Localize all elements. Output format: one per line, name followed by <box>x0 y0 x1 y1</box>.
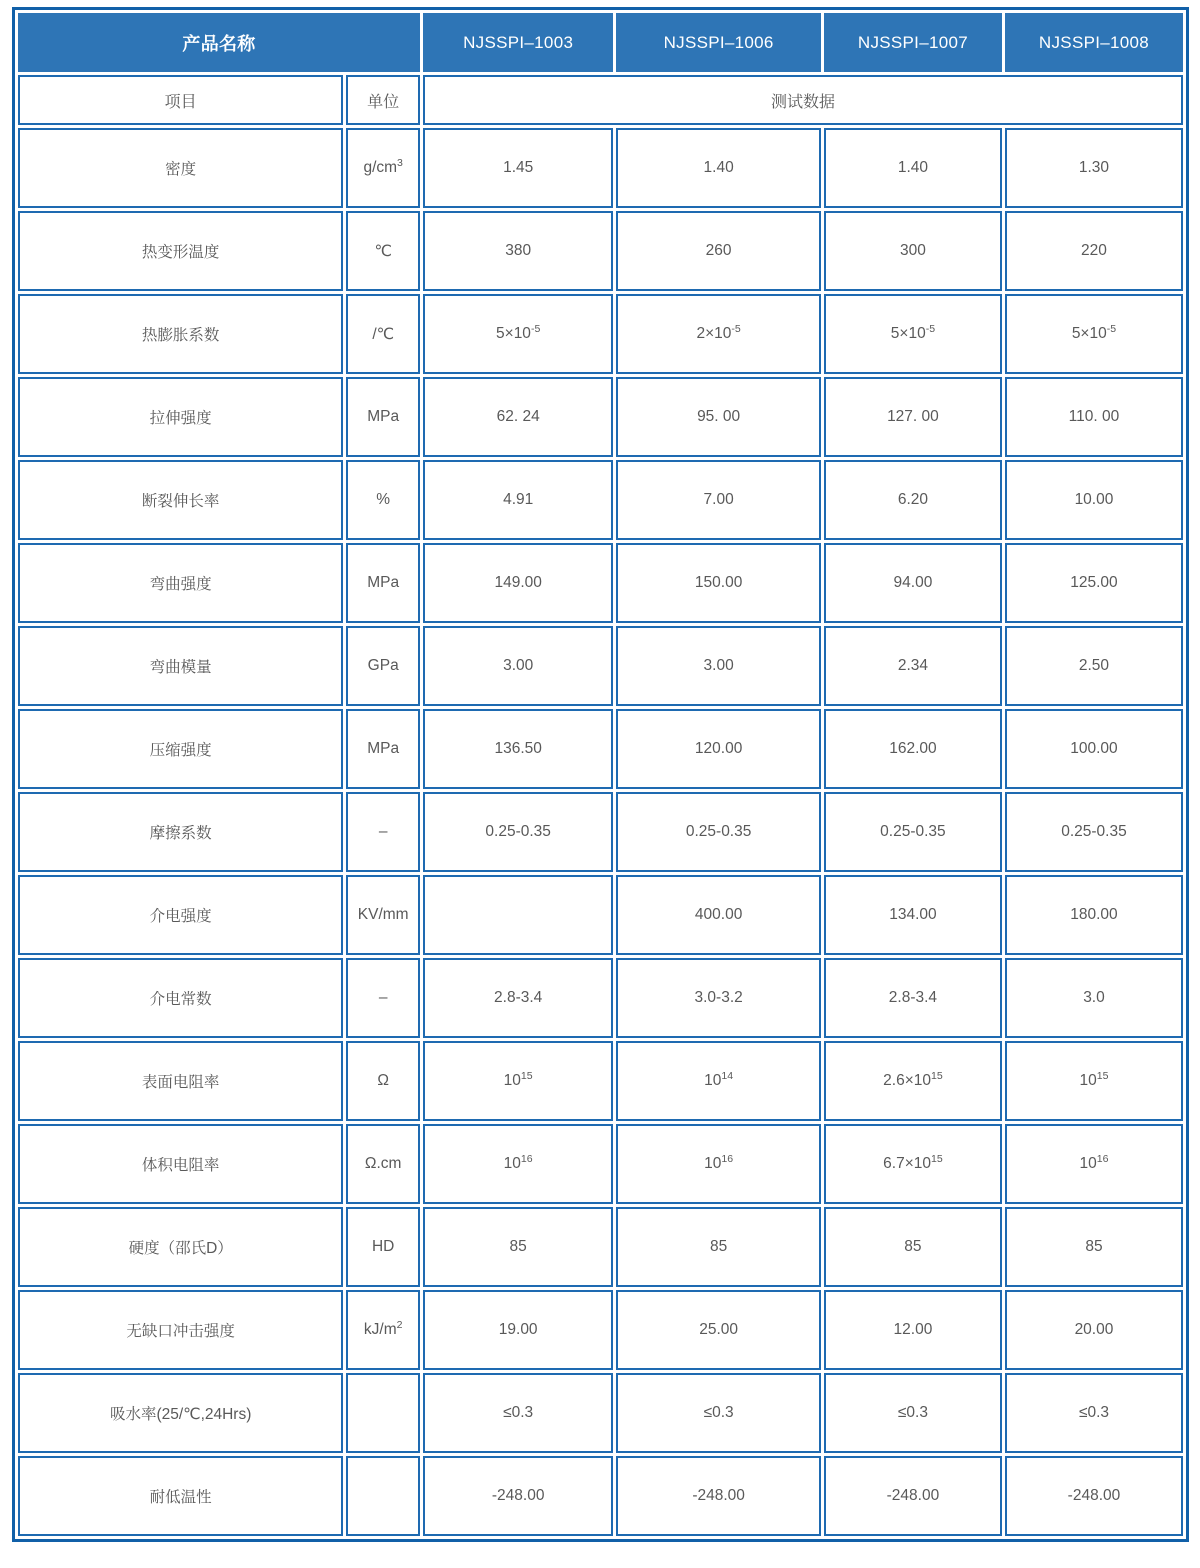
value-cell: 134.00 <box>824 875 1002 955</box>
table-row <box>18 626 1183 706</box>
value-cell: 110. 00 <box>1005 377 1183 457</box>
value-cell: 20.00 <box>1005 1290 1183 1370</box>
unit-cell: % <box>346 460 420 540</box>
table-row <box>18 460 1183 540</box>
value-cell: $5\times 10^{-5}$ <box>1005 294 1183 374</box>
unit-cell: ℃ <box>346 211 420 291</box>
value-cell: 85 <box>616 1207 821 1287</box>
value-cell: 19.00 <box>423 1290 613 1370</box>
unit-cell: KV/mm <box>346 875 420 955</box>
value-cell: 136.50 <box>423 709 613 789</box>
value-cell: ≤0.3 <box>824 1373 1002 1453</box>
value-cell: 2.50 <box>1005 626 1183 706</box>
value-cell: $10^{14}$ <box>616 1041 821 1121</box>
value-cell: $5\times 10^{-5}$ <box>824 294 1002 374</box>
value-cell: ≤0.3 <box>1005 1373 1183 1453</box>
product-column-header-1003: NJSSPI–1003 <box>423 13 613 72</box>
unit-cell <box>346 1373 420 1453</box>
value-cell: 220 <box>1005 211 1183 291</box>
unit-cell: $kJ/m^2$ <box>346 1290 420 1370</box>
unit-cell <box>346 1456 420 1536</box>
table-row <box>18 128 1183 208</box>
value-cell: $2\times 10^{-5}$ <box>616 294 821 374</box>
value-cell: $5\times 10^{-5}$ <box>423 294 613 374</box>
value-cell: 2.34 <box>824 626 1002 706</box>
value-cell: 10.00 <box>1005 460 1183 540</box>
unit-cell: Ω.cm <box>346 1124 420 1204</box>
table-row <box>18 1041 1183 1121</box>
value-cell: 3.0 <box>1005 958 1183 1038</box>
item-header-cell: 项目 <box>18 75 343 125</box>
value-cell: 162.00 <box>824 709 1002 789</box>
value-cell: 94.00 <box>824 543 1002 623</box>
value-cell: 400.00 <box>616 875 821 955</box>
table-row <box>18 1207 1183 1287</box>
value-cell: 3.00 <box>423 626 613 706</box>
value-cell: 125.00 <box>1005 543 1183 623</box>
value-cell: 3.0-3.2 <box>616 958 821 1038</box>
product-column-header-1006: NJSSPI–1006 <box>616 13 821 72</box>
value-cell: 95. 00 <box>616 377 821 457</box>
value-cell: 7.00 <box>616 460 821 540</box>
unit-header-cell: 单位 <box>346 75 420 125</box>
value-cell: 3.00 <box>616 626 821 706</box>
product-column-header-1007: NJSSPI–1007 <box>824 13 1002 72</box>
value-cell: 150.00 <box>616 543 821 623</box>
row-label-cell: 吸水率(25/℃,24Hrs) <box>18 1373 343 1453</box>
value-cell: 1.30 <box>1005 128 1183 208</box>
value-cell: -248.00 <box>616 1456 821 1536</box>
table-header-row <box>18 13 1183 72</box>
value-cell: 2.8-3.4 <box>824 958 1002 1038</box>
value-cell: 100.00 <box>1005 709 1183 789</box>
value-cell: ≤0.3 <box>616 1373 821 1453</box>
row-label-cell: 断裂伸长率 <box>18 460 343 540</box>
value-cell: 85 <box>1005 1207 1183 1287</box>
value-cell: 2.8-3.4 <box>423 958 613 1038</box>
row-label-cell: 弯曲强度 <box>18 543 343 623</box>
table-row <box>18 709 1183 789</box>
value-cell: 0.25-0.35 <box>423 792 613 872</box>
value-cell: 120.00 <box>616 709 821 789</box>
table-row <box>18 1373 1183 1453</box>
product-name-header-cell: 产品名称 <box>18 13 420 72</box>
value-cell: 1.40 <box>616 128 821 208</box>
table-row <box>18 377 1183 457</box>
product-column-header-1008: NJSSPI–1008 <box>1005 13 1183 72</box>
value-cell: 6.20 <box>824 460 1002 540</box>
row-label-cell: 硬度（邵氏D） <box>18 1207 343 1287</box>
row-label-cell: 热变形温度 <box>18 211 343 291</box>
value-cell: 85 <box>824 1207 1002 1287</box>
test-data-header-cell: 测试数据 <box>423 75 1183 125</box>
value-cell: -248.00 <box>824 1456 1002 1536</box>
table-subheader-row <box>18 75 1183 125</box>
table-row <box>18 1290 1183 1370</box>
value-cell: 25.00 <box>616 1290 821 1370</box>
value-cell <box>423 875 613 955</box>
unit-cell: MPa <box>346 709 420 789</box>
unit-cell: – <box>346 792 420 872</box>
unit-cell: Ω <box>346 1041 420 1121</box>
value-cell: 127. 00 <box>824 377 1002 457</box>
table-row <box>18 211 1183 291</box>
row-label-cell: 弯曲模量 <box>18 626 343 706</box>
row-label-cell: 体积电阻率 <box>18 1124 343 1204</box>
unit-cell: /℃ <box>346 294 420 374</box>
unit-cell: MPa <box>346 377 420 457</box>
table-row <box>18 792 1183 872</box>
table-row <box>18 875 1183 955</box>
value-cell: 300 <box>824 211 1002 291</box>
value-cell: $2.6\times 10^{15}$ <box>824 1041 1002 1121</box>
value-cell: 1.45 <box>423 128 613 208</box>
value-cell: 0.25-0.35 <box>1005 792 1183 872</box>
value-cell: 0.25-0.35 <box>616 792 821 872</box>
row-label-cell: 拉伸强度 <box>18 377 343 457</box>
value-cell: $10^{15}$ <box>423 1041 613 1121</box>
table-row <box>18 294 1183 374</box>
row-label-cell: 介电常数 <box>18 958 343 1038</box>
row-label-cell: 密度 <box>18 128 343 208</box>
row-label-cell: 表面电阻率 <box>18 1041 343 1121</box>
unit-cell: GPa <box>346 626 420 706</box>
row-label-cell: 无缺口冲击强度 <box>18 1290 343 1370</box>
value-cell: 180.00 <box>1005 875 1183 955</box>
value-cell: 260 <box>616 211 821 291</box>
value-cell: 0.25-0.35 <box>824 792 1002 872</box>
value-cell: $6.7\times 10^{15}$ <box>824 1124 1002 1204</box>
value-cell: 12.00 <box>824 1290 1002 1370</box>
row-label-cell: 耐低温性 <box>18 1456 343 1536</box>
value-cell: 1.40 <box>824 128 1002 208</box>
value-cell: 62. 24 <box>423 377 613 457</box>
value-cell: 85 <box>423 1207 613 1287</box>
value-cell: 4.91 <box>423 460 613 540</box>
value-cell: -248.00 <box>1005 1456 1183 1536</box>
row-label-cell: 介电强度 <box>18 875 343 955</box>
row-label-cell: 热膨胀系数 <box>18 294 343 374</box>
value-cell: $10^{15}$ <box>1005 1041 1183 1121</box>
table-body <box>18 128 1183 1536</box>
unit-cell: HD <box>346 1207 420 1287</box>
value-cell: $10^{16}$ <box>423 1124 613 1204</box>
value-cell: -248.00 <box>423 1456 613 1536</box>
product-spec-table <box>12 7 1189 1542</box>
value-cell: $10^{16}$ <box>1005 1124 1183 1204</box>
table-row <box>18 543 1183 623</box>
table-row <box>18 1456 1183 1536</box>
row-label-cell: 摩擦系数 <box>18 792 343 872</box>
value-cell: $10^{16}$ <box>616 1124 821 1204</box>
value-cell: ≤0.3 <box>423 1373 613 1453</box>
row-label-cell: 压缩强度 <box>18 709 343 789</box>
unit-cell: – <box>346 958 420 1038</box>
unit-cell: MPa <box>346 543 420 623</box>
table-row <box>18 958 1183 1038</box>
unit-cell: $g/cm^3$ <box>346 128 420 208</box>
value-cell: 380 <box>423 211 613 291</box>
table-row <box>18 1124 1183 1204</box>
value-cell: 149.00 <box>423 543 613 623</box>
